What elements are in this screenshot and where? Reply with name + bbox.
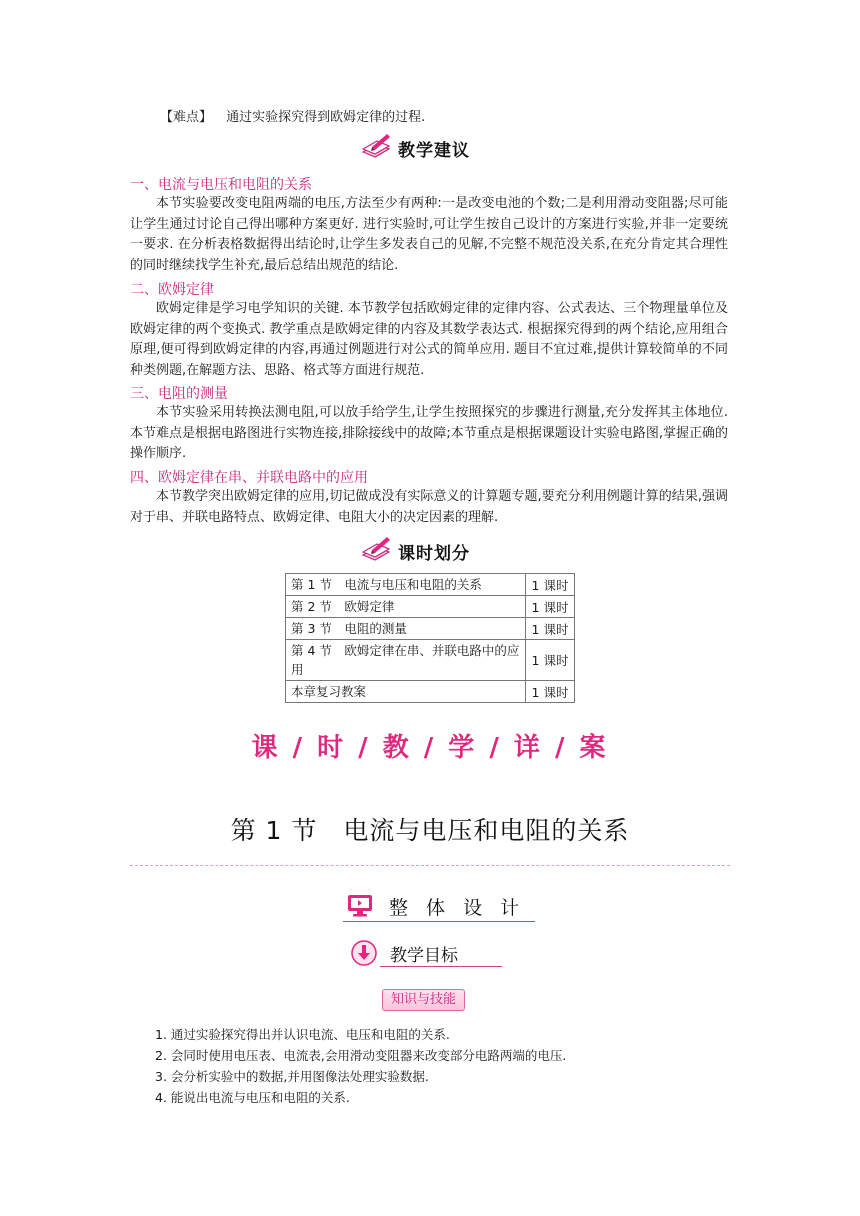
table-row xyxy=(286,618,575,640)
schedule-name: 第 4 节 欧姆定律在串、并联电路中的应用 xyxy=(286,640,526,681)
section-title-3: 三、电阻的测量 xyxy=(130,386,228,402)
overall-design-header xyxy=(343,891,535,923)
dotted-divider xyxy=(130,865,730,866)
list-item: 1. 通过实验探究得出并认识电流、电压和电阻的关系. xyxy=(155,1027,450,1042)
teaching-advice-banner xyxy=(360,133,470,163)
schedule-table xyxy=(285,573,575,703)
schedule-hours: 1 课时 xyxy=(526,640,575,681)
table-row xyxy=(286,681,575,703)
table-row xyxy=(286,574,575,596)
list-item: 2. 会同时使用电压表、电流表,会用滑动变阻器来改变部分电路两端的电压. xyxy=(155,1048,567,1063)
difficulty-line xyxy=(160,106,425,125)
difficulty-text: 通过实验探究得到欧姆定律的过程. xyxy=(226,110,426,125)
goals-list xyxy=(155,1024,566,1108)
period-division-title: 课时划分 xyxy=(398,543,470,564)
list-item: 4. 能说出电流与电压和电阻的关系. xyxy=(155,1090,350,1105)
section-body-2: 欧姆定律是学习电学知识的关键. 本节教学包括欧姆定律的定律内容、公式表达、三个物理量单位及欧姆定律的两个变换式. 教学重点是欧姆定律的内容及其数学表达式. 根据探究得到的两个结论,应用组合原理,便可得到欧姆定律的内容,再通过例题进行对公式的简单应用. 题目不宜过难,提供计算较简单的不同种类例题,在解题方法、思路、格式等方面进行规范. xyxy=(130,301,728,378)
detailed-lesson-plans-title: 课 / 时 / 教 / 学 / 详 / 案 xyxy=(251,733,609,763)
section-title-1: 一、电流与电压和电阻的关系 xyxy=(130,177,312,193)
overall-design-title: 整 体 设 计 xyxy=(389,897,526,919)
knowledge-skills-badge: 知识与技能 xyxy=(382,989,465,1011)
header-underline xyxy=(380,966,502,967)
teaching-advice-title: 教学建议 xyxy=(398,140,470,161)
schedule-hours: 1 课时 xyxy=(526,596,575,618)
schedule-hours: 1 课时 xyxy=(526,574,575,596)
computer-monitor-icon xyxy=(347,894,373,922)
teaching-goals-header xyxy=(350,939,502,969)
section-title-2: 二、欧姆定律 xyxy=(130,282,214,298)
table-row xyxy=(286,596,575,618)
period-division-banner xyxy=(360,536,470,566)
difficulty-tag: 【难点】 xyxy=(160,110,213,125)
pen-book-icon xyxy=(360,132,392,164)
schedule-hours: 1 课时 xyxy=(526,681,575,703)
table-row xyxy=(286,640,575,681)
schedule-name: 本章复习教案 xyxy=(286,681,526,703)
schedule-name: 第 2 节 欧姆定律 xyxy=(286,596,526,618)
schedule-hours: 1 课时 xyxy=(526,618,575,640)
download-arrow-icon xyxy=(350,939,378,971)
list-item: 3. 会分析实验中的数据,并用图像法处理实验数据. xyxy=(155,1069,429,1084)
section-body-1: 本节实验要改变电阻两端的电压,方法至少有两种:一是改变电池的个数;二是利用滑动变阻器;尽可能让学生通过讨论自己得出哪种方案更好. 进行实验时,可让学生按自己设计的方案进行实验,并非一定要统一要求. 在分析表格数据得出结论时,让学生多发表自己的见解,不完整不规范没关系,在充分肯定其合理性的同时继续找学生补充,最后总结出规范的结论. xyxy=(130,196,728,273)
section-body-3: 本节实验采用转换法测电阻,可以放手给学生,让学生按照探究的步骤进行测量,充分发挥其主体地位. 本节难点是根据电路图进行实物连接,排除接线中的故障;本节重点是根据课题设计实验电路图,掌握正确的操作顺序. xyxy=(130,405,728,461)
lesson-title: 第 1 节 电流与电压和电阻的关系 xyxy=(230,816,630,845)
schedule-name: 第 1 节 电流与电压和电阻的关系 xyxy=(286,574,526,596)
section-body-4: 本节教学突出欧姆定律的应用,切记做成没有实际意义的计算题专题,要充分利用例题计算的结果,强调对于串、并联电路特点、欧姆定律、电阻大小的决定因素的理解. xyxy=(130,489,728,525)
schedule-name: 第 3 节 电阻的测量 xyxy=(286,618,526,640)
teaching-goals-title: 教学目标 xyxy=(390,946,458,966)
header-underline xyxy=(343,921,535,922)
pen-book-icon xyxy=(360,535,392,567)
section-title-4: 四、欧姆定律在串、并联电路中的应用 xyxy=(130,470,368,486)
